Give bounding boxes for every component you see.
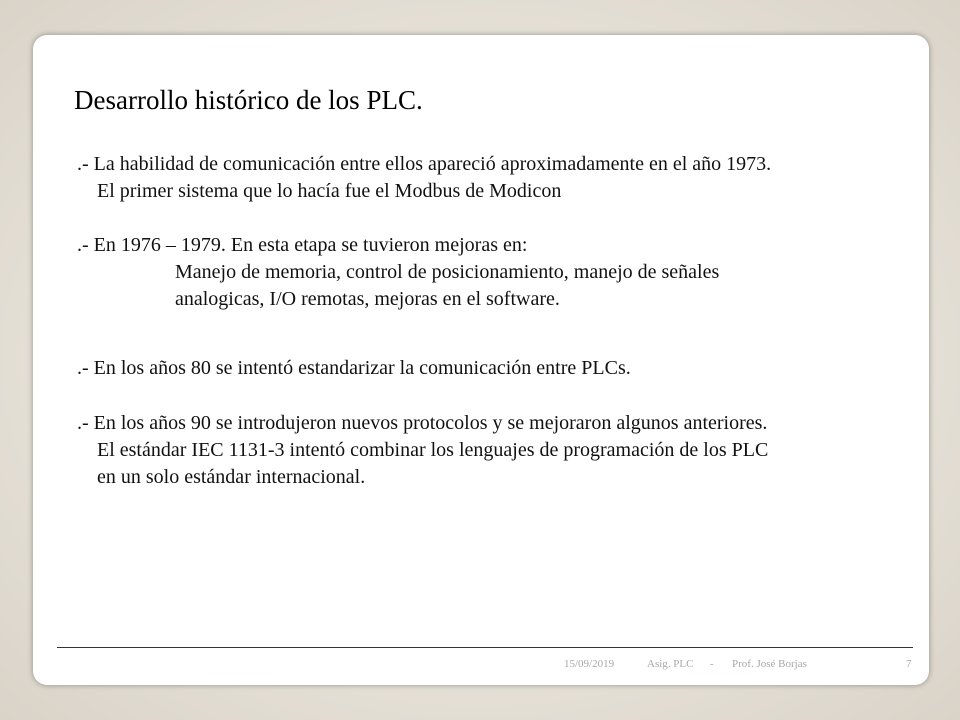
paragraph-line: .- En los años 90 se introdujeron nuevos protocolos y se mejoraron algunos anteriores.: [77, 412, 768, 434]
paragraph-line: El estándar IEC 1131-3 intentó combinar los lenguajes de programación de los PLC: [97, 439, 769, 461]
paragraph-line: .- En 1976 – 1979. En esta etapa se tuvieron mejoras en:: [77, 234, 528, 256]
paragraph-line: analogicas, I/O remotas, mejoras en el software.: [175, 288, 560, 310]
footer-separator: -: [710, 658, 714, 670]
paragraph-80s: [77, 355, 631, 382]
paragraph-line: en un solo estándar internacional.: [97, 466, 366, 488]
paragraph-line: .- En los años 80 se intentó estandarizar la comunicación entre PLCs.: [77, 357, 631, 379]
footer-divider: [57, 647, 913, 648]
paragraph-1976-1979: [77, 232, 719, 313]
footer-professor: Prof. José Borjas: [732, 658, 807, 670]
paragraph-90s: [77, 410, 768, 491]
footer-date: 15/09/2019: [564, 658, 615, 670]
paragraph-line: El primer sistema que lo hacía fue el Modbus de Modicon: [97, 180, 562, 202]
paragraph-line: Manejo de memoria, control de posicionamiento, manejo de señales: [175, 261, 720, 283]
footer-course: Asig. PLC: [647, 658, 694, 670]
paragraph-communication-1973: [77, 151, 771, 205]
footer-page-number: 7: [906, 658, 912, 670]
slide: [33, 35, 929, 685]
paragraph-line: .- La habilidad de comunicación entre ellos apareció aproximadamente en el año 1973.: [77, 153, 772, 175]
slide-title: Desarrollo histórico de los PLC.: [74, 85, 423, 115]
